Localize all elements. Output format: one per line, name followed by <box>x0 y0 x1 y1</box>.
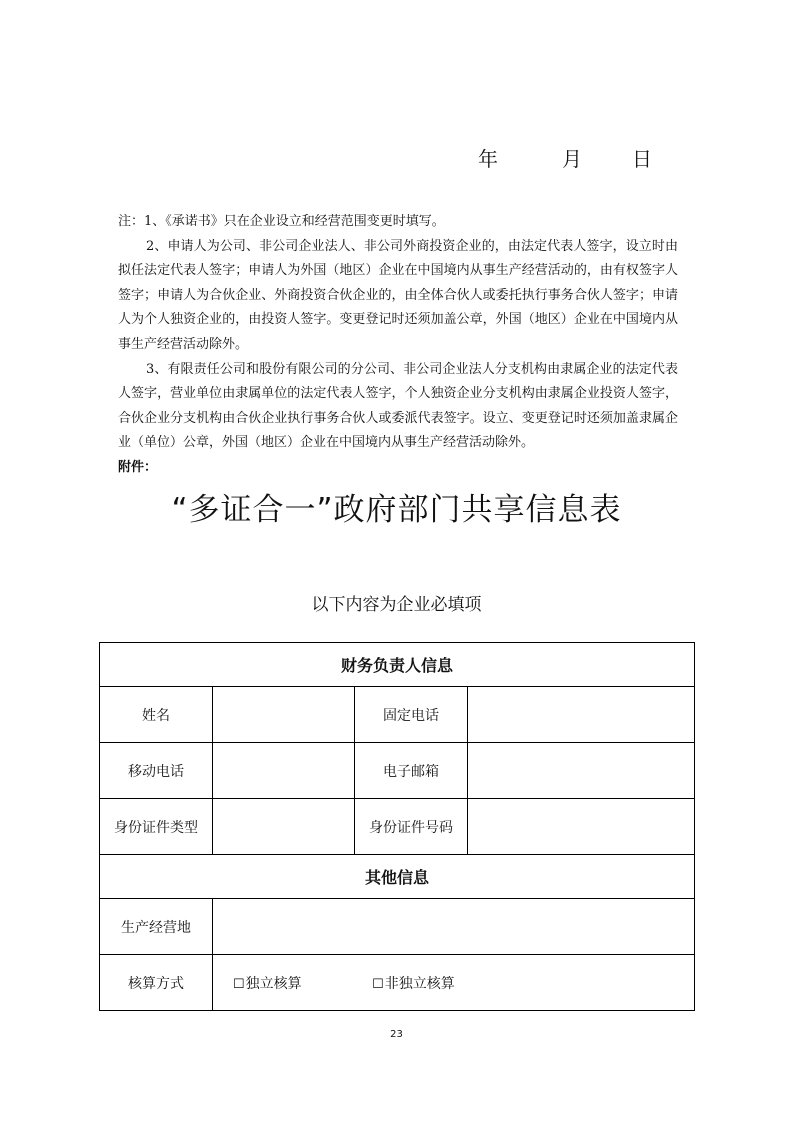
other-section-header: 其他信息 <box>100 855 695 899</box>
non-independent-option[interactable] <box>372 973 455 993</box>
checkbox-icon[interactable]: ☐ <box>233 976 245 992</box>
mobile-label: 移动电话 <box>100 743 213 799</box>
mobile-field[interactable] <box>213 743 355 799</box>
id-type-field[interactable] <box>213 799 355 855</box>
landline-label: 固定电话 <box>355 687 468 743</box>
address-field[interactable] <box>213 899 695 955</box>
landline-field[interactable] <box>468 687 695 743</box>
id-number-field[interactable] <box>468 799 695 855</box>
email-label: 电子邮箱 <box>355 743 468 799</box>
date-month: 月 <box>562 147 582 171</box>
shared-info-table <box>99 642 695 1011</box>
form-subtitle: 以下内容为企业必填项 <box>311 595 482 615</box>
id-number-label: 身份证件号码 <box>355 799 468 855</box>
date-year: 年 <box>478 147 498 171</box>
accounting-options <box>213 955 695 1011</box>
notes <box>118 210 678 481</box>
name-label: 姓名 <box>100 687 213 743</box>
note-2: 2、申请人为公司、非公司企业法人、非公司外商投资企业的，由法定代表人签字，设立时由拟任法定代表人签字；申请人为外国（地区）企业在中国境内从事生产经营活动的，由有权签字人签字；申请人为合伙企业、外商投资合伙企业的，由全体合伙人或委托执行事务合伙人签字；申请人为个人独资企业的，由投资人签字。变更登记时还须加盖公章，外国（地区）企业在中国境内从事生产经营活动除外。 <box>118 238 678 352</box>
signature-date <box>478 143 678 171</box>
finance-section-header: 财务负责人信息 <box>100 643 695 687</box>
attachment-label: 附件： <box>118 459 158 475</box>
non-independent-label: 非独立核算 <box>384 975 455 992</box>
independent-option[interactable] <box>233 973 302 993</box>
form-title: “多证合一”政府部门共享信息表 <box>171 492 622 528</box>
id-type-label: 身份证件类型 <box>100 799 213 855</box>
address-label: 生产经营地 <box>100 899 213 955</box>
note-1: 注：1、《承诺书》只在企业设立和经营范围变更时填写。 <box>118 214 445 229</box>
name-field[interactable] <box>213 687 355 743</box>
date-day: 日 <box>632 147 652 171</box>
accounting-label: 核算方式 <box>100 955 213 1011</box>
independent-label: 独立核算 <box>245 975 302 992</box>
checkbox-icon[interactable]: ☐ <box>372 976 384 992</box>
note-3: 3、有限责任公司和股份有限公司的分公司、非公司企业法人分支机构由隶属企业的法定代表人签字，营业单位由隶属单位的法定代表人签字，个人独资企业分支机构由隶属企业投资人签字，合伙企业分支机构由合伙企业执行事务合伙人或委派代表签字。设立、变更登记时还须加盖隶属企业（单位）公章，外国（地区）企业在中国境内从事生产经营活动除外。 <box>118 361 678 451</box>
page-number: 23 <box>390 1029 403 1040</box>
email-field[interactable] <box>468 743 695 799</box>
